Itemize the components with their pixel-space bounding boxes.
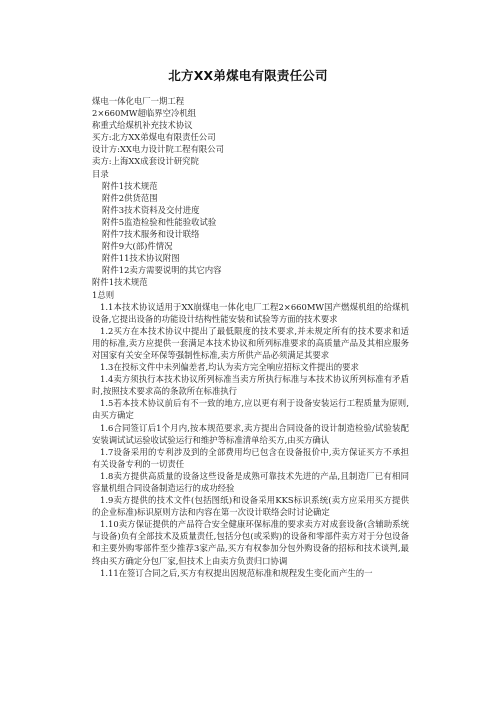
clause-paragraph: 1.10卖方保证提供的产品符合安全健康环保标准的要求卖方对成套设备(含辅助系统与设备)负有全部技术及质量责任,包括分包(或采购)的设备和零部件卖方对于分包设备和主要外购零部件至少推荐3家产品,买方有权参加分包外购设备的招标和技术谈判,最终由买方确定分包厂家,但技术上由卖方负责归口协调 bbox=[92, 519, 409, 566]
attachment-heading: 附件1技术规范 bbox=[92, 277, 148, 288]
toc-item: 附件9大(部)件情况 bbox=[102, 241, 173, 252]
section-heading: 1总则 bbox=[92, 289, 115, 300]
clause-paragraph: 1.5若本技术协议前后有不一致的地方,应以更有利于设备安装运行工程质量为原则,由买方确定 bbox=[92, 398, 409, 421]
toc-heading: 目录 bbox=[92, 168, 109, 179]
seller-line: 卖方:上海XX成套设计研究院 bbox=[92, 156, 199, 167]
project-line: 煤电一体化电厂一期工程 bbox=[92, 96, 185, 106]
toc-item: 附件11技术协议附图 bbox=[102, 253, 180, 264]
toc-item: 附件1技术规范 bbox=[102, 180, 158, 191]
toc-item: 附件7技术服务和设计联络 bbox=[102, 229, 200, 240]
clause-paragraph: 1.3在投标文件中未列偏差者,均认为卖方完全响应招标文件提出的要求 bbox=[100, 362, 359, 373]
clause-paragraph: 1.7设备采用的专利涉及到的全部费用均已包含在设备报价中,卖方保证买方不承担有关设备专利的一切责任 bbox=[92, 446, 409, 469]
clause-paragraph: 1.4卖方须执行本技术协议所列标准当卖方所执行标准与本技术协议所列标准有矛盾时,按照技术要求高的条款所在标准执行 bbox=[92, 374, 409, 397]
document-title: 北方XX弟煤电有限责任公司 bbox=[168, 68, 328, 83]
toc-item: 附件2供货范围 bbox=[102, 192, 158, 203]
document-body bbox=[92, 95, 409, 579]
designer-line: 设计方:XX电力设计院工程有限公司 bbox=[92, 144, 224, 155]
buyer-line: 买方:北方XX弟煤电有限责任公司 bbox=[92, 132, 216, 143]
clause-paragraph: 1.8卖方提供高质量的设备这些设备是成熟可靠技术先进的产品,且制造厂已有相同容量机组合同设备制造运行的成功经验 bbox=[92, 470, 409, 493]
toc-item: 附件12卖方需要说明的其它内容 bbox=[102, 265, 222, 276]
agreement-name-line: 称重式给煤机补充技术协议 bbox=[92, 120, 193, 131]
clause-paragraph: 1.2买方在本技术协议中提出了最低限度的技术要求,并未规定所有的技术要求和适用的标准,卖方应提供一套满足本技术协议和所列标准要求的高质量产品及其相应服务对国家有关安全环保等强制性标准,卖方所供产品必须满足其要求 bbox=[92, 325, 409, 360]
clause-paragraph: 1.6合同签订后1个月内,按本规范要求,卖方提出合同设备的设计制造检验/试验装配安装调试试运验收试验运行和维护等标准清单给买方,由买方确认 bbox=[92, 422, 409, 445]
unit-spec-line: 2×660MW超临界空冷机组 bbox=[92, 108, 197, 119]
toc-item: 附件5监造检验和性能验收试验 bbox=[102, 216, 217, 227]
clause-paragraph: 1.1本技术协议适用于XX崩煤电一体化电厂工程2×660MW国产燃煤机组的给煤机设备,它提出设备的功能设计结构性能安装和试验等方面的技术要求 bbox=[92, 301, 409, 324]
clause-paragraph: 1.11在签订合同之后,买方有权提出因规范标准和规程发生变化而产生的一 bbox=[100, 567, 373, 578]
toc-item: 附件3技术资料及交付进度 bbox=[102, 204, 200, 215]
clause-paragraph: 1.9卖方提供的技术文件(包括图纸)和设备采用KKS标识系统(卖方应采用买方提供的企业标准)标识原则方法和内容在第一次设计联络会时讨论确定 bbox=[92, 495, 409, 518]
